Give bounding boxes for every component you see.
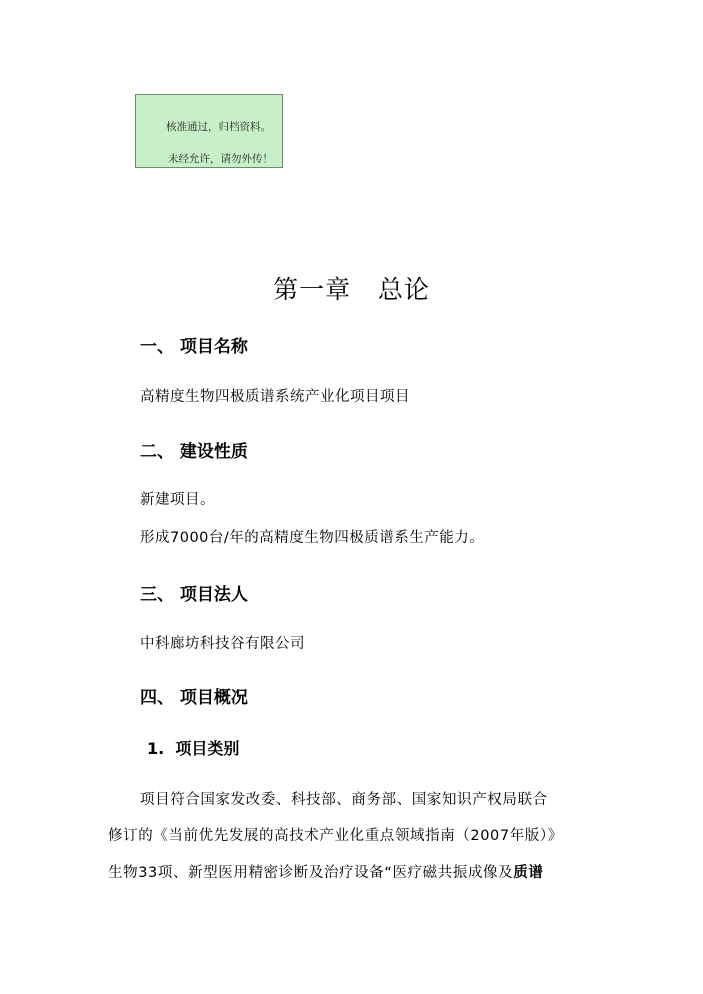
- subsection-heading: 1. 项目类别: [147, 739, 240, 758]
- section-heading-4: 四、 项目概况: [140, 688, 248, 708]
- body-line-1: 项目符合国家发改委、科技部、商务部、国家知识产权局联合: [140, 792, 548, 808]
- legal-entity-text: 中科廊坊科技谷有限公司: [140, 636, 305, 652]
- approval-stamp: [135, 94, 283, 168]
- chapter-title: 第一章 总论: [273, 275, 430, 304]
- body-line-3-text: 生物33项、新型医用精密诊断及治疗设备“医疗磁共振成像及: [108, 865, 514, 881]
- capacity-text: 形成7000台/年的高精度生物四极质谱系生产能力。: [140, 530, 485, 546]
- construction-type-text: 新建项目。: [140, 492, 215, 508]
- section-heading-2: 二、 建设性质: [140, 442, 248, 462]
- project-name-text: 高精度生物四极质谱系统产业化项目项目: [140, 389, 410, 405]
- section-heading-1: 一、 项目名称: [140, 337, 248, 357]
- stamp-line-1: 核准通过，归档资料。: [166, 121, 271, 133]
- body-line-2: 修订的《当前优先发展的高技术产业化重点领域指南（2007年版）》: [108, 828, 563, 844]
- body-line-3-bold: 质谱: [513, 865, 544, 881]
- section-heading-3: 三、 项目法人: [140, 585, 248, 605]
- body-line-3: [108, 861, 543, 882]
- stamp-line-2: 未经允许，请勿外传！: [168, 153, 273, 165]
